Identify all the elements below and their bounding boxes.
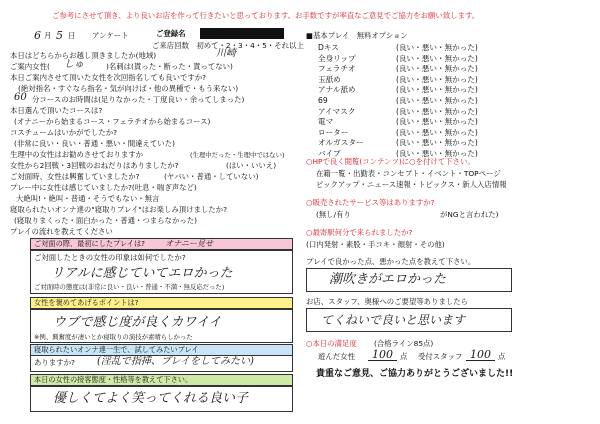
play-item-options: (良い・悪い・無かった) (396, 43, 478, 52)
station-question: ○最寄駅何分で来られましたか? (306, 228, 413, 237)
bar-praise-label: 女性を褒めてあげるポイントは? (34, 298, 139, 307)
score-staff-unit: 点 (498, 352, 506, 361)
q-sleep-options: (寝取りまくった・面白かった・普通・つまらなかった) (14, 216, 197, 225)
bar-try-play (30, 344, 293, 356)
play-item-name: アイマスク (318, 106, 356, 116)
bar-attitude-label: 本日の女性の接客態度・性格等を教えて下さい。 (34, 375, 193, 384)
survey-label: アンケート (92, 31, 129, 40)
score-title: ○本日の満足度 (306, 339, 357, 348)
good-bad-box (306, 268, 512, 292)
q-course-type: 本日選んで頂いたコースは? (10, 106, 103, 115)
play-item-options: (良い・悪い・無かった) (396, 138, 478, 148)
service-ng: がNGと言われた) (440, 210, 499, 219)
good-bad-question: プレイで良かった点、悪かった点を教えて下さい。 (306, 257, 476, 266)
service-options: (無し/有り (316, 210, 351, 219)
play-item-name: 電マ (318, 117, 334, 127)
q-timing: 生理中の女性はお勧めさせておりますか (10, 150, 144, 159)
score-girl-value: 100 (368, 349, 397, 361)
q-guide-answer: しゅ (64, 59, 84, 70)
play-item-options: (良い・悪い・無かった) (396, 74, 478, 84)
q-timing-options: (生理中だった・生理中ではない) (190, 151, 285, 159)
hp-options-line1: 在籍一覧・出勤表・コンセプト・イベント・TOPページ (316, 169, 501, 178)
impression-question: ご対面したときの女性の印象は如何でしたか? (34, 253, 186, 262)
q-play-feel-options: 大絶叫!・絶叫・普通・そうでもない・無言 (16, 194, 160, 203)
q-next: 本日ご案内させて頂いた女性を次回指名しても良いですか? (10, 73, 207, 82)
good-bad-answer: 潮吹きがエロかった (329, 272, 447, 287)
impression-answer: リアルに感じていてエロかった (51, 266, 233, 281)
try-play-answer: (淫乱で指挿、プレイをしてみたい) (97, 356, 254, 367)
q-flow: プレイの流れを教えてください (10, 227, 113, 236)
q-guide: ご案内女性( (10, 62, 50, 71)
q-next-options: (絶対指名・すぐなら指名・気が向けば・他の異種で・もう来ない) (18, 84, 239, 93)
q-repeat-options: (はい・いいえ) (226, 161, 277, 170)
play-item-options: (良い・悪い・無かった) (396, 53, 478, 63)
banner-text: ご参考にさせて頂き、より良いお店を作って行きたいと思っております。お手数ですが率直なご意見でご協力をお願い致します。 (52, 11, 480, 20)
play-item-name: フェラチオ (318, 64, 356, 74)
score-girl-unit: 点 (400, 352, 408, 361)
play-item-options: (良い・悪い・無かった) (396, 149, 478, 158)
attitude-answer: 優しくてよく笑ってくれる良い子 (53, 391, 249, 406)
basic-play-header: ■基本プレイ 無料オプション (306, 31, 408, 40)
impression-box (30, 250, 293, 294)
score-girl-label: 遊んだ女性 (318, 352, 355, 361)
bar-attitude (30, 374, 293, 386)
date-month: 6 (34, 29, 41, 42)
q-source: 本日はどちらからお越し頂きましたか(地域) (10, 51, 157, 60)
play-item-options: (良い・悪い・無かった) (396, 85, 478, 95)
play-item-options: (良い・悪い・無かった) (396, 127, 478, 137)
request-question: お店、スタッフ、奥様へのご要望等ありましたら (306, 297, 469, 306)
date-day-label: 日 (68, 31, 76, 40)
q-course-value: 60 (14, 92, 27, 103)
q-visits: ご来店回数 初めて・2・3・4・5・それ以上 (152, 41, 304, 50)
play-item-name: アナル舐め (318, 85, 356, 95)
praise-box (30, 309, 293, 343)
request-answer: てくねいで良いと思います (321, 313, 466, 327)
play-item-options: (良い・悪い・無かった) (396, 106, 478, 116)
q-course: 分コースのお時間は(足りなかった・丁度良い・余ってしまった) (32, 95, 245, 104)
q-sleep: 寝取られたいオンナ達の"寝取りプレイ"はお楽しみ頂けましたか? (10, 205, 227, 214)
q-play-feel: プレー中に女性は感じていましたか?(吐息・喘ぎ声など) (10, 183, 197, 192)
attitude-box (30, 386, 293, 412)
play-item-name: 全身リップ (318, 53, 356, 63)
service-question: ○販売されたサービス等はありますか? (306, 198, 435, 207)
play-item-name: ローター (318, 127, 349, 137)
redacted-name (200, 28, 284, 39)
score-staff-value: 100 (466, 349, 495, 361)
date-day: 5 (56, 29, 63, 42)
attitude-question: ご対面時の態度は(非常に良い・良い・普通・不満・無反応だった) (34, 283, 225, 291)
bar-try-play-label: 寝取られたいオンナ達一生で、試してみたいプレイ (34, 345, 199, 354)
q-excite: ご対面時、女性は興奮していましたか? (10, 172, 140, 181)
q-costume: コスチュームはいかがでしたか? (10, 128, 118, 137)
play-item-name: バイブ (318, 149, 341, 158)
play-item-name: 玉舐め (318, 74, 341, 84)
bar-first-play (30, 238, 293, 250)
q-excite-options: (ヤバい・普通・していない) (164, 172, 259, 181)
hp-options-line2: ピックアップ・ニュース速報・トピックス・新人入店情報 (316, 180, 507, 189)
play-item-options: (良い・悪い・無かった) (396, 64, 478, 74)
score-pass-line: (合格ライン85点) (374, 339, 434, 348)
station-options: (口内発射・素股・手コキ・顔射・その他) (306, 240, 445, 249)
q-course-type-options: (オナニーから始まるコース・フェラチオから始まるコース) (14, 117, 211, 126)
praise-answer: ウブで感じ度が良くカワイイ (53, 315, 222, 330)
date-month-label: 月 (44, 31, 52, 40)
try-play-box (30, 344, 293, 372)
try-play-question: ありますか? (34, 358, 75, 367)
q-source-answer: 川崎 (216, 48, 236, 59)
bar-praise (30, 297, 293, 309)
hp-question: ○HPで良く閲覧(コンテンツ)に○を付けて下さい。 (306, 157, 475, 166)
q-guide-rest: )名刺は(貰った・断った・貰ってない) (106, 62, 233, 71)
bar-first-play-answer: オナニー見せ (165, 239, 213, 248)
registration-label: ご登録名 (156, 29, 186, 38)
q-repeat: 女性から2回戦・3回戦のおねだりはありましたか? (10, 161, 179, 170)
play-item-name: オルガスター (318, 138, 364, 148)
play-item-options: (良い・悪い・無かった) (396, 96, 478, 105)
q-costume-options: (非常に良い・良い・普通・悪い・間違えていた) (14, 139, 175, 148)
bar-first-play-label: ご対面の際、最初にしたプレイは? (34, 239, 145, 248)
thanks-message: 貴重なご意見、ご協力ありがとうございました!! (316, 369, 514, 379)
request-box (306, 308, 512, 332)
play-item-name: Dキス (318, 43, 339, 52)
play-item-options: (良い・悪い・無かった) (396, 117, 478, 127)
score-staff-label: 受付スタッフ (418, 352, 463, 361)
praise-example: ※例、興奮度が凄いとか寝取りの演技が素晴らしかった (34, 333, 193, 341)
play-item-name: 69 (318, 96, 328, 105)
